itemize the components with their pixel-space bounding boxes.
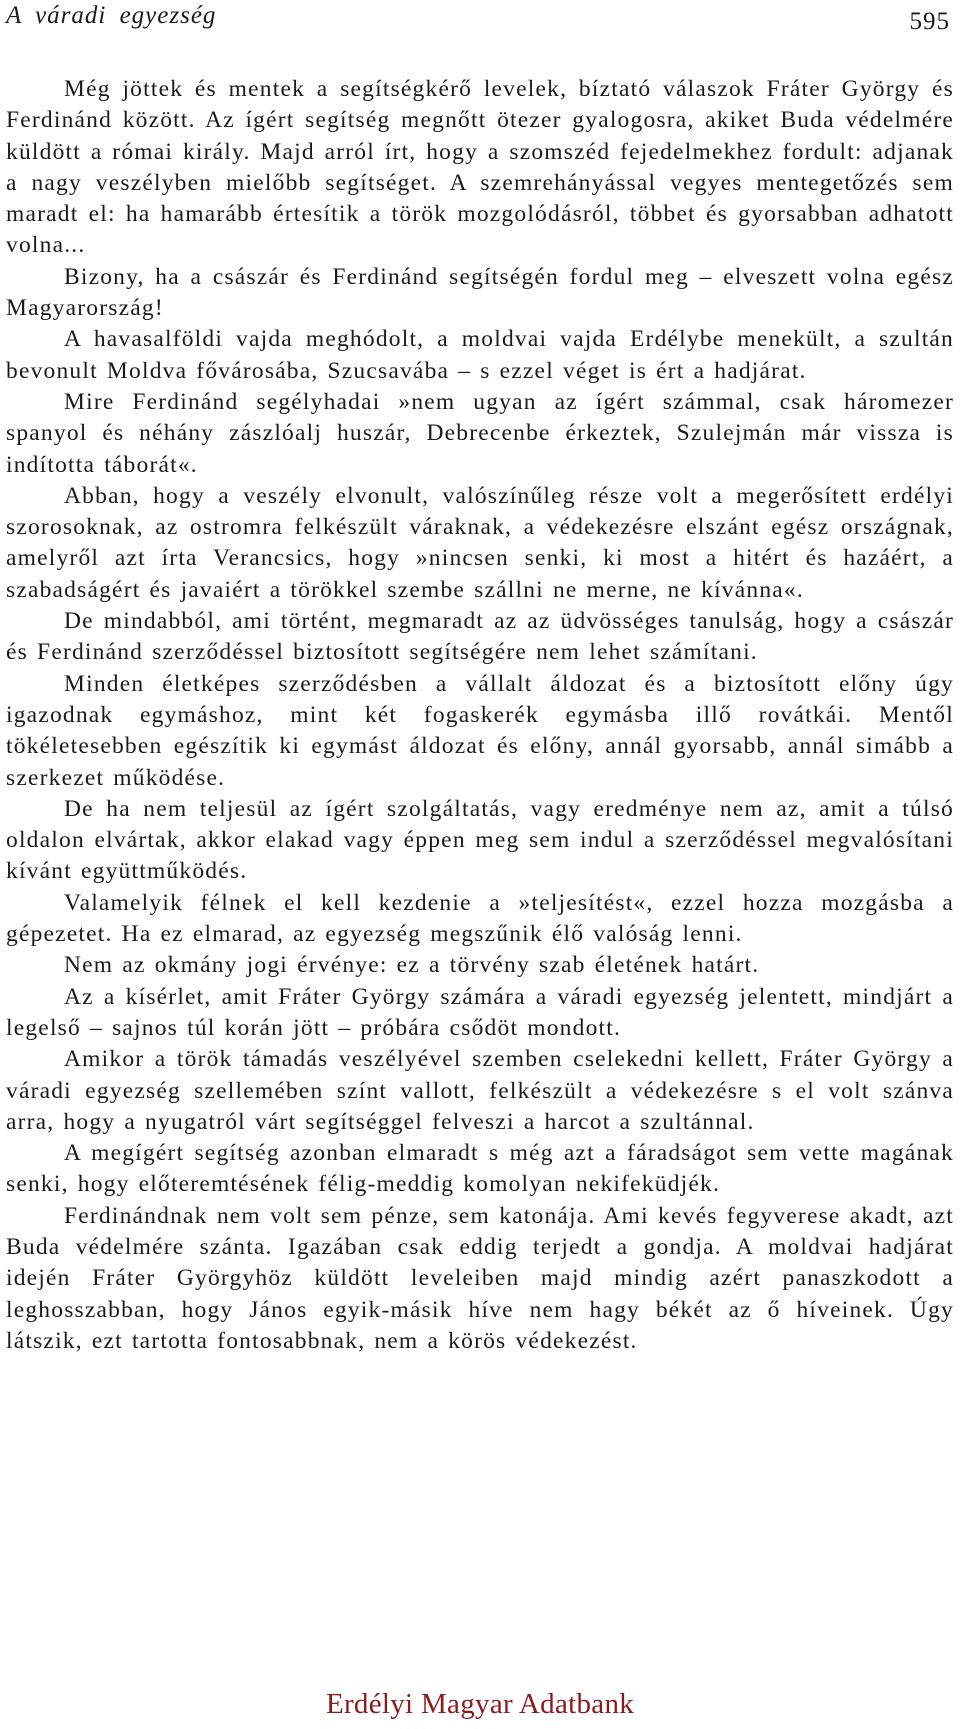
paragraph: Ferdinándnak nem volt sem pénze, sem katonája. Ami kevés fegyverese akadt, azt Buda védelmére szánta. Igazában csak eddig terjedt a gondja. A moldvai hadjárat idején Fráter Györgyhöz küldött leveleiben majd mindig azért panaszkodott a leghosszabban, hogy János egyik-másik híve nem hagy békét az ő híveinek. Úgy látszik, ezt tartotta fontosabbnak, nem a körös védekezést. (6, 1202, 954, 1354)
paragraph: Mire Ferdinánd segélyhadai »nem ugyan az ígért számmal, csak háromezer spanyol és néhány zászlóalj huszár, Debrecenbe érkeztek, Szulejmán már vissza is indította táborát«. (6, 388, 954, 478)
source-watermark: Erdélyi Magyar Adatbank (325, 1688, 635, 1720)
body-text (6, 74, 954, 1357)
paragraph: Még jöttek és mentek a segítségkérő levelek, bíztató válaszok Fráter György és Ferdinánd között. Az ígért segítség megnőtt ötezer gyalogosra, akiket Buda védelmére küldött a római király. Majd arról írt, hogy a szomszéd fejedelmekhez fordult: adjanak a nagy veszélyben mielőbb segítséget. A szemrehányással vegyes mentegetőzés sem maradt el: ha hamarább értesítik a török mozgolódásról, többet és gyorsabban adhatott volna... (6, 76, 954, 259)
paragraph: Nem az okmány jogi érvénye: ez a törvény szab életének határt. (64, 952, 760, 979)
page-number: 595 (909, 8, 950, 35)
paragraph: A havasalföldi vajda meghódolt, a moldvai vajda Erdélybe menekült, a szultán bevonult Moldva fővárosába, Szucsavába – s ezzel véget is ért a hadjárat. (6, 326, 954, 384)
paragraph: A megígért segítség azonban elmaradt s még azt a fáradságot sem vette magának senki, hogy előteremtésének félig-meddig komolyan nekifeküdjék. (6, 1140, 954, 1198)
paragraph: Amikor a török támadás veszélyével szemben cselekedni kellett, Fráter György a váradi egyezség szellemében színt vallott, felkészült a védekezésre s el volt szánva arra, hogy a nyugatról várt segítséggel felveszi a harcot a szultánnal. (6, 1046, 954, 1135)
running-title: A váradi egyezség (6, 2, 217, 29)
page-header (0, 0, 960, 40)
paragraph: Bizony, ha a császár és Ferdinánd segítségén fordul meg – elveszett volna egész Magyarország! (6, 263, 954, 322)
paragraph: De ha nem teljesül az ígért szolgáltatás, vagy eredménye nem az, amit a túlsó oldalon elvártak, akkor elakad vagy éppen meg sem indul a szerződéssel megvalósítani kívánt együttműködés. (6, 795, 954, 885)
paragraph: Az a kísérlet, amit Fráter György számára a váradi egyezség jelentett, mindjárt a legelső – sajnos túl korán jött – próbára csődöt mondott. (6, 983, 954, 1041)
paragraph: Minden életképes szerződésben a vállalt áldozat és a biztosított előny úgy igazodnak egymáshoz, mint két fogaskerék egymásba illő rovátkái. Mentől tökéletesebben egészítik ki egymást áldozat és előny, annál gyorsabb, annál simább a szerkezet működése. (6, 670, 954, 791)
paragraph: De mindabból, ami történt, megmaradt az az üdvösséges tanulság, hogy a császár és Ferdinánd szerződéssel biztosított segítségére nem lehet számítani. (6, 608, 954, 666)
paragraph: Abban, hogy a veszély elvonult, valószínűleg része volt a megerősített erdélyi szorosoknak, az ostromra felkészült váraknak, a védekezésre elszánt egész országnak, amelyről azt írta Verancsics, hogy »nincsen senki, ki most a hitért és hazáért, a szabadságért és javaiért a törökkel szembe szállni ne merne, ne kívánna«. (6, 482, 954, 603)
paragraph: Valamelyik félnek el kell kezdenie a »teljesítést«, ezzel hozza mozgásba a gépezetet. Ha ez elmarad, az egyezség megszűnik élő valóság lenni. (6, 889, 954, 948)
